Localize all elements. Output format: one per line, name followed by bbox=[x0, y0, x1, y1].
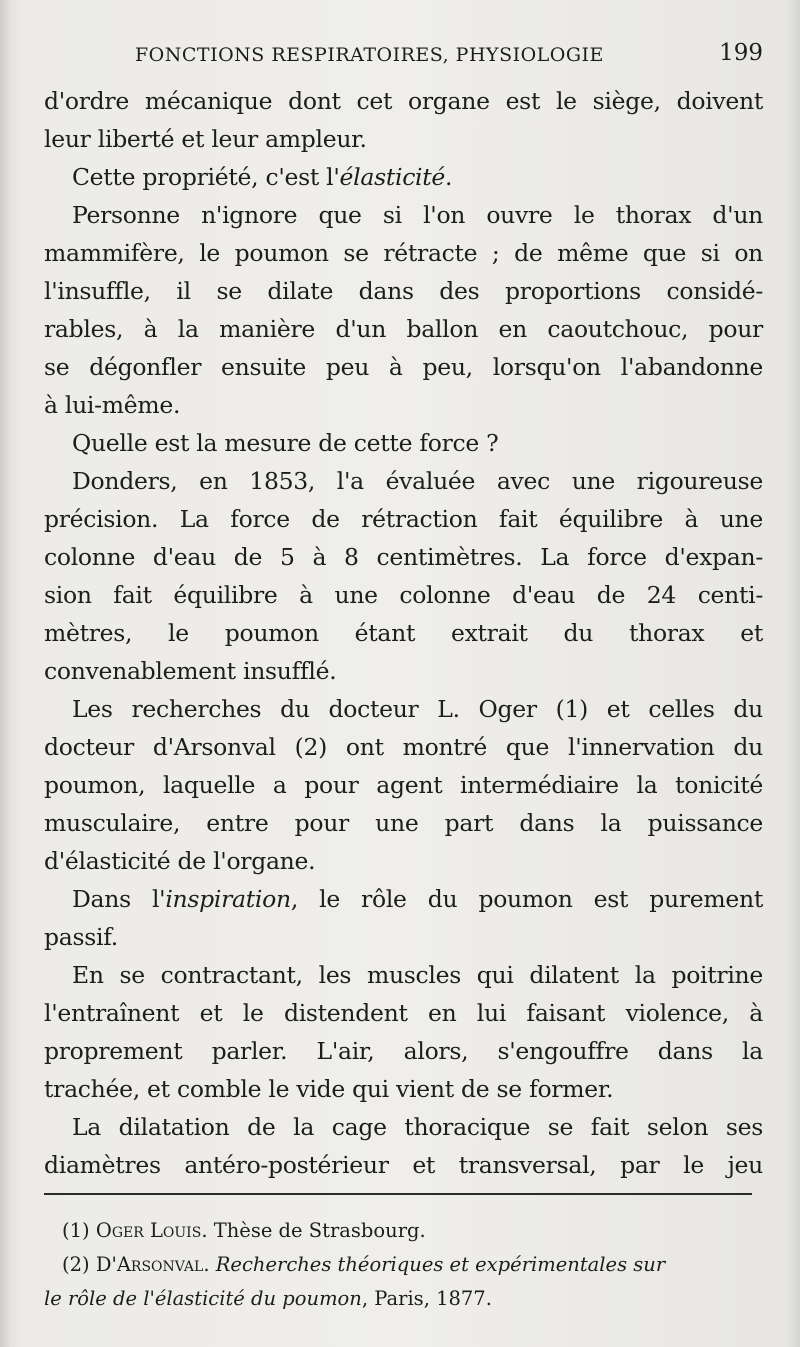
footnote-title: Recherches théoriques et expérimentales sur bbox=[215, 1253, 666, 1276]
body-text bbox=[44, 82, 763, 1184]
text-line: passif. bbox=[44, 923, 118, 951]
text-line: sion fait équilibre à une colonne d'eau de 24 centi- bbox=[44, 581, 763, 609]
text-line: rables, à la manière d'un ballon en caoutchouc, pour bbox=[44, 315, 763, 343]
text-line: d'élasticité de l'organe. bbox=[44, 847, 316, 875]
footnote-title-continued: le rôle de l'élasticité du poumon bbox=[44, 1287, 362, 1310]
text-line: diamètres antéro-postérieur et transversal, par le jeu bbox=[44, 1151, 763, 1179]
footnote-author: D'Arsonval bbox=[95, 1253, 204, 1276]
scan-shadow-left bbox=[0, 0, 10, 1347]
text-line: La dilatation de la cage thoracique se fait selon ses bbox=[72, 1113, 763, 1141]
footnote-rule bbox=[44, 1193, 752, 1195]
footnote-separator: . bbox=[203, 1253, 216, 1276]
scan-shadow-right bbox=[786, 0, 800, 1347]
footnote-text: , Paris, 1877. bbox=[361, 1287, 492, 1310]
footnote-author: Oger Louis bbox=[95, 1219, 202, 1242]
text-line: l'entraînent et le distendent en lui faisant violence, à bbox=[44, 999, 763, 1027]
text-line: mètres, le poumon étant extrait du thorax et bbox=[44, 619, 763, 647]
footnote-2-continued bbox=[44, 1282, 763, 1316]
italic-term: élasticité bbox=[339, 163, 446, 191]
footnote-marker: (2) bbox=[62, 1253, 90, 1276]
text-line: leur liberté et leur ampleur. bbox=[44, 125, 367, 153]
text-line: musculaire, entre pour une part dans la puissance bbox=[44, 809, 763, 837]
text-line: l'insuffle, il se dilate dans des proportions considé- bbox=[44, 277, 763, 305]
text-line: En se contractant, les muscles qui dilatent la poitrine bbox=[72, 961, 763, 989]
text-line: colonne d'eau de 5 à 8 centimètres. La force d'expan- bbox=[44, 543, 763, 571]
text-line: trachée, et comble le vide qui vient de se former. bbox=[44, 1075, 614, 1103]
text-line: se dégonfler ensuite peu à peu, lorsqu'on l'abandonne bbox=[44, 353, 763, 381]
text-line: à lui-même. bbox=[44, 391, 181, 419]
text-line: mammifère, le poumon se rétracte ; de même que si on bbox=[44, 239, 763, 267]
italic-term: inspiration bbox=[165, 885, 291, 913]
text-line: Quelle est la mesure de cette force ? bbox=[72, 429, 499, 457]
footnote-marker: (1) bbox=[62, 1219, 90, 1242]
footnotes bbox=[44, 1214, 763, 1316]
text-line: Dans l'inspiration, le rôle du poumon est purement bbox=[72, 885, 763, 913]
text-line: d'ordre mécanique dont cet organe est le siège, doivent bbox=[44, 87, 763, 115]
text-line: Donders, en 1853, l'a évaluée avec une rigoureuse bbox=[72, 467, 763, 495]
text-line: proprement parler. L'air, alors, s'engouffre dans la bbox=[44, 1037, 763, 1065]
text-line: Les recherches du docteur L. Oger (1) et celles du bbox=[72, 695, 763, 723]
text-line: docteur d'Arsonval (2) ont montré que l'innervation du bbox=[44, 733, 763, 761]
text-line: Cette propriété, c'est l'élasticité. bbox=[72, 163, 453, 191]
text-line: convenablement insufflé. bbox=[44, 657, 337, 685]
footnote-2 bbox=[44, 1248, 763, 1282]
page-header bbox=[135, 40, 763, 70]
text-line: Personne n'ignore que si l'on ouvre le thorax d'un bbox=[72, 201, 763, 229]
text-line: poumon, laquelle a pour agent intermédiaire la tonicité bbox=[44, 771, 763, 799]
footnote-1 bbox=[44, 1214, 763, 1248]
text-line: précision. La force de rétraction fait équilibre à une bbox=[44, 505, 763, 533]
page-number: 199 bbox=[719, 40, 763, 66]
running-head: FONCTIONS RESPIRATOIRES, PHYSIOLOGIE bbox=[135, 44, 604, 66]
footnote-text: . Thèse de Strasbourg. bbox=[201, 1219, 426, 1242]
